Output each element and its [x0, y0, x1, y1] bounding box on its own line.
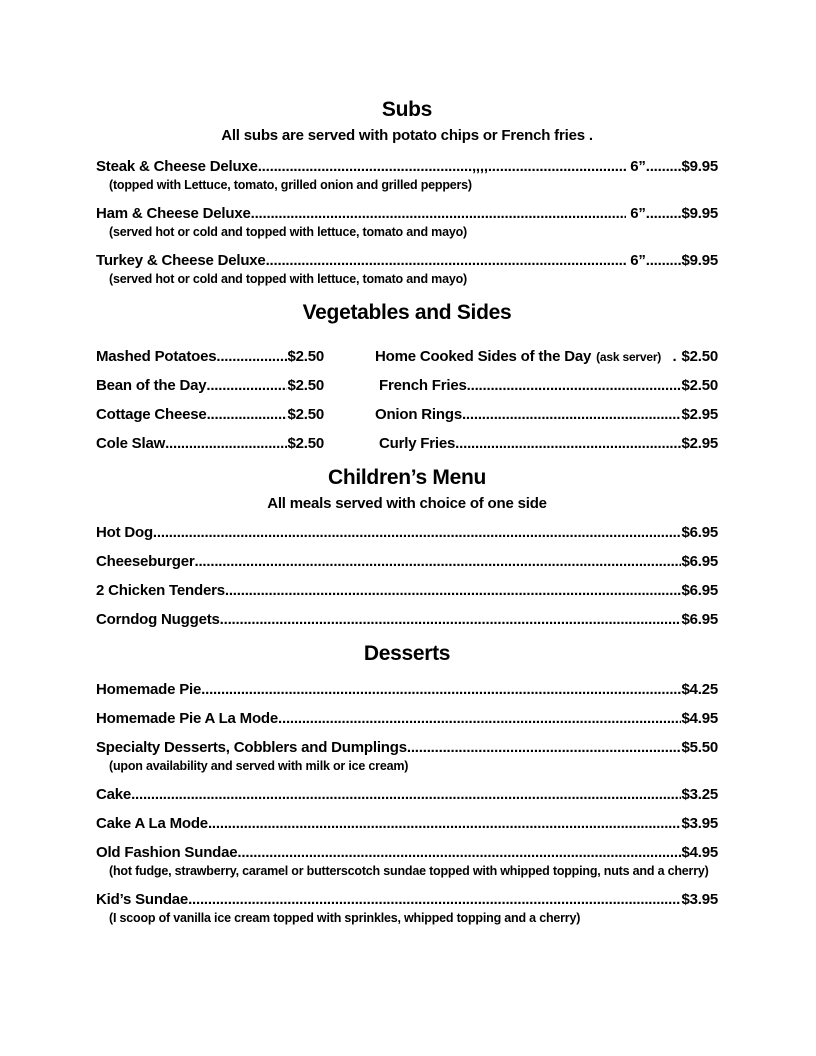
item-name: Homemade Pie [96, 681, 202, 698]
item-price: $2.50 [287, 348, 324, 365]
item-size: 6” [630, 205, 646, 222]
item-price: $2.50 [287, 406, 324, 423]
item-name: Kid’s Sundae [96, 891, 189, 908]
dot-leader [188, 892, 681, 908]
item-name: Cake A La Mode [96, 815, 208, 832]
menu-item-turkey-and-cheese-deluxe [96, 253, 718, 269]
item-price: $6.95 [681, 611, 718, 628]
item-price: $6.95 [681, 524, 718, 541]
item-price: $3.95 [681, 815, 718, 832]
item-name: Turkey & Cheese Deluxe [96, 252, 266, 269]
menu-item-bean-of-the-day [96, 378, 324, 394]
item-price: $6.95 [681, 553, 718, 570]
menu-item-cheeseburger [96, 554, 718, 570]
item-description: (topped with Lettuce, tomato, grilled onion and grilled peppers) [109, 178, 472, 192]
dot-leader [216, 349, 287, 365]
section-title-desserts: Desserts [363, 642, 451, 665]
dot-leader [131, 787, 681, 803]
item-description: (hot fudge, strawberry, caramel or butterscotch sundae topped with whipped topping, nuts and a cherry) [109, 864, 709, 878]
vegetables-left-column [96, 349, 324, 465]
menu-item-cole-slaw [96, 436, 324, 452]
menu-item-corndog-nuggets [96, 612, 718, 628]
item-name: Cottage Cheese [96, 406, 207, 423]
dot-leader [220, 612, 682, 628]
dot-leader [251, 206, 627, 222]
item-size: 6” [630, 252, 646, 269]
dot-leader [194, 554, 681, 570]
menu-item-ham-and-cheese-deluxe [96, 206, 718, 222]
dot-leader [201, 682, 681, 698]
item-name: Home Cooked Sides of the Day [375, 348, 592, 365]
section-subtitle-subs: All subs are served with potato chips or French fries . [221, 127, 593, 144]
item-name: French Fries [379, 377, 467, 394]
dot-leader [208, 816, 682, 832]
item-price: $3.25 [681, 786, 718, 803]
item-name: 2 Chicken Tenders [96, 582, 225, 599]
item-note: (ask server) [596, 350, 662, 364]
menu-item-2-chicken-tenders [96, 583, 718, 599]
menu-item-specialty-desserts [96, 740, 718, 756]
dot-leader [278, 711, 681, 727]
dot-leader [467, 378, 682, 394]
item-price: $9.95 [681, 252, 718, 269]
dot-leader [266, 253, 627, 269]
item-price: $4.95 [681, 844, 718, 861]
section-title-vegetables-and-sides: Vegetables and Sides [302, 301, 512, 324]
section-title-subs: Subs [381, 98, 433, 121]
menu-item-mashed-potatoes [96, 349, 324, 365]
item-name: Onion Rings [375, 406, 462, 423]
item-name: Ham & Cheese Deluxe [96, 205, 251, 222]
dot-leader [153, 525, 682, 541]
dot-leader [206, 378, 287, 394]
dot-leader [407, 740, 682, 756]
item-price: $2.95 [681, 435, 718, 452]
dot-leader-short [646, 159, 682, 175]
dot-leader [462, 407, 681, 423]
item-price: $2.95 [681, 406, 718, 423]
menu-item-onion-rings [375, 407, 718, 423]
item-name: Bean of the Day [96, 377, 207, 394]
item-price: $4.95 [681, 710, 718, 727]
dot-leader [207, 407, 288, 423]
item-name: Cake [96, 786, 132, 803]
item-price: $9.95 [681, 158, 718, 175]
item-price: $5.50 [681, 739, 718, 756]
item-description: (I scoop of vanilla ice cream topped with sprinkles, whipped topping and a cherry) [109, 911, 581, 925]
item-description: (served hot or cold and topped with lettuce, tomato and mayo) [109, 225, 467, 239]
menu-item-cake [96, 787, 718, 803]
dot-leader [258, 159, 627, 175]
menu-item-homemade-pie-a-la-mode [96, 711, 718, 727]
item-name: Steak & Cheese Deluxe [96, 158, 258, 175]
item-price: $2.50 [681, 377, 718, 394]
menu-item-french-fries [375, 378, 718, 394]
menu-item-kids-sundae [96, 892, 718, 908]
menu-item-home-cooked-sides [375, 349, 718, 365]
dot-leader [455, 436, 681, 452]
section-subtitle-childrens-menu: All meals served with choice of one side [267, 495, 547, 512]
dot-leader [165, 436, 287, 452]
item-name: Cole Slaw [96, 435, 166, 452]
item-price: $2.50 [287, 377, 324, 394]
menu-item-steak-and-cheese-deluxe [96, 159, 718, 175]
vegetables-right-column [375, 349, 718, 465]
item-name: Specialty Desserts, Cobblers and Dumplings [96, 739, 407, 756]
item-description: (upon availability and served with milk or ice cream) [109, 759, 409, 773]
menu-item-hot-dog [96, 525, 718, 541]
item-size: 6” [630, 158, 646, 175]
dot-leader-short [646, 253, 682, 269]
menu-item-cake-a-la-mode [96, 816, 718, 832]
item-description: (served hot or cold and topped with lettuce, tomato and mayo) [109, 272, 467, 286]
item-price: $2.50 [287, 435, 324, 452]
item-name: Cheeseburger [96, 553, 195, 570]
dot-leader [237, 845, 681, 861]
item-name: Corndog Nuggets [96, 611, 220, 628]
menu-item-homemade-pie [96, 682, 718, 698]
vegetables-columns [96, 349, 718, 465]
item-price: $3.95 [681, 891, 718, 908]
item-name: Curly Fries [379, 435, 456, 452]
item-name: Old Fashion Sundae [96, 844, 238, 861]
item-name: Hot Dog [96, 524, 153, 541]
menu-item-curly-fries [375, 436, 718, 452]
dot-leader [225, 583, 682, 599]
item-price: $6.95 [681, 582, 718, 599]
item-name: Mashed Potatoes [96, 348, 217, 365]
menu-item-cottage-cheese [96, 407, 324, 423]
menu-item-old-fashion-sundae [96, 845, 718, 861]
item-price: $2.50 [681, 348, 718, 365]
item-separator: . [672, 348, 677, 365]
item-price: $9.95 [681, 205, 718, 222]
section-title-childrens-menu: Children’s Menu [327, 466, 487, 489]
item-name: Homemade Pie A La Mode [96, 710, 279, 727]
item-price: $4.25 [681, 681, 718, 698]
dot-leader-short [646, 206, 682, 222]
